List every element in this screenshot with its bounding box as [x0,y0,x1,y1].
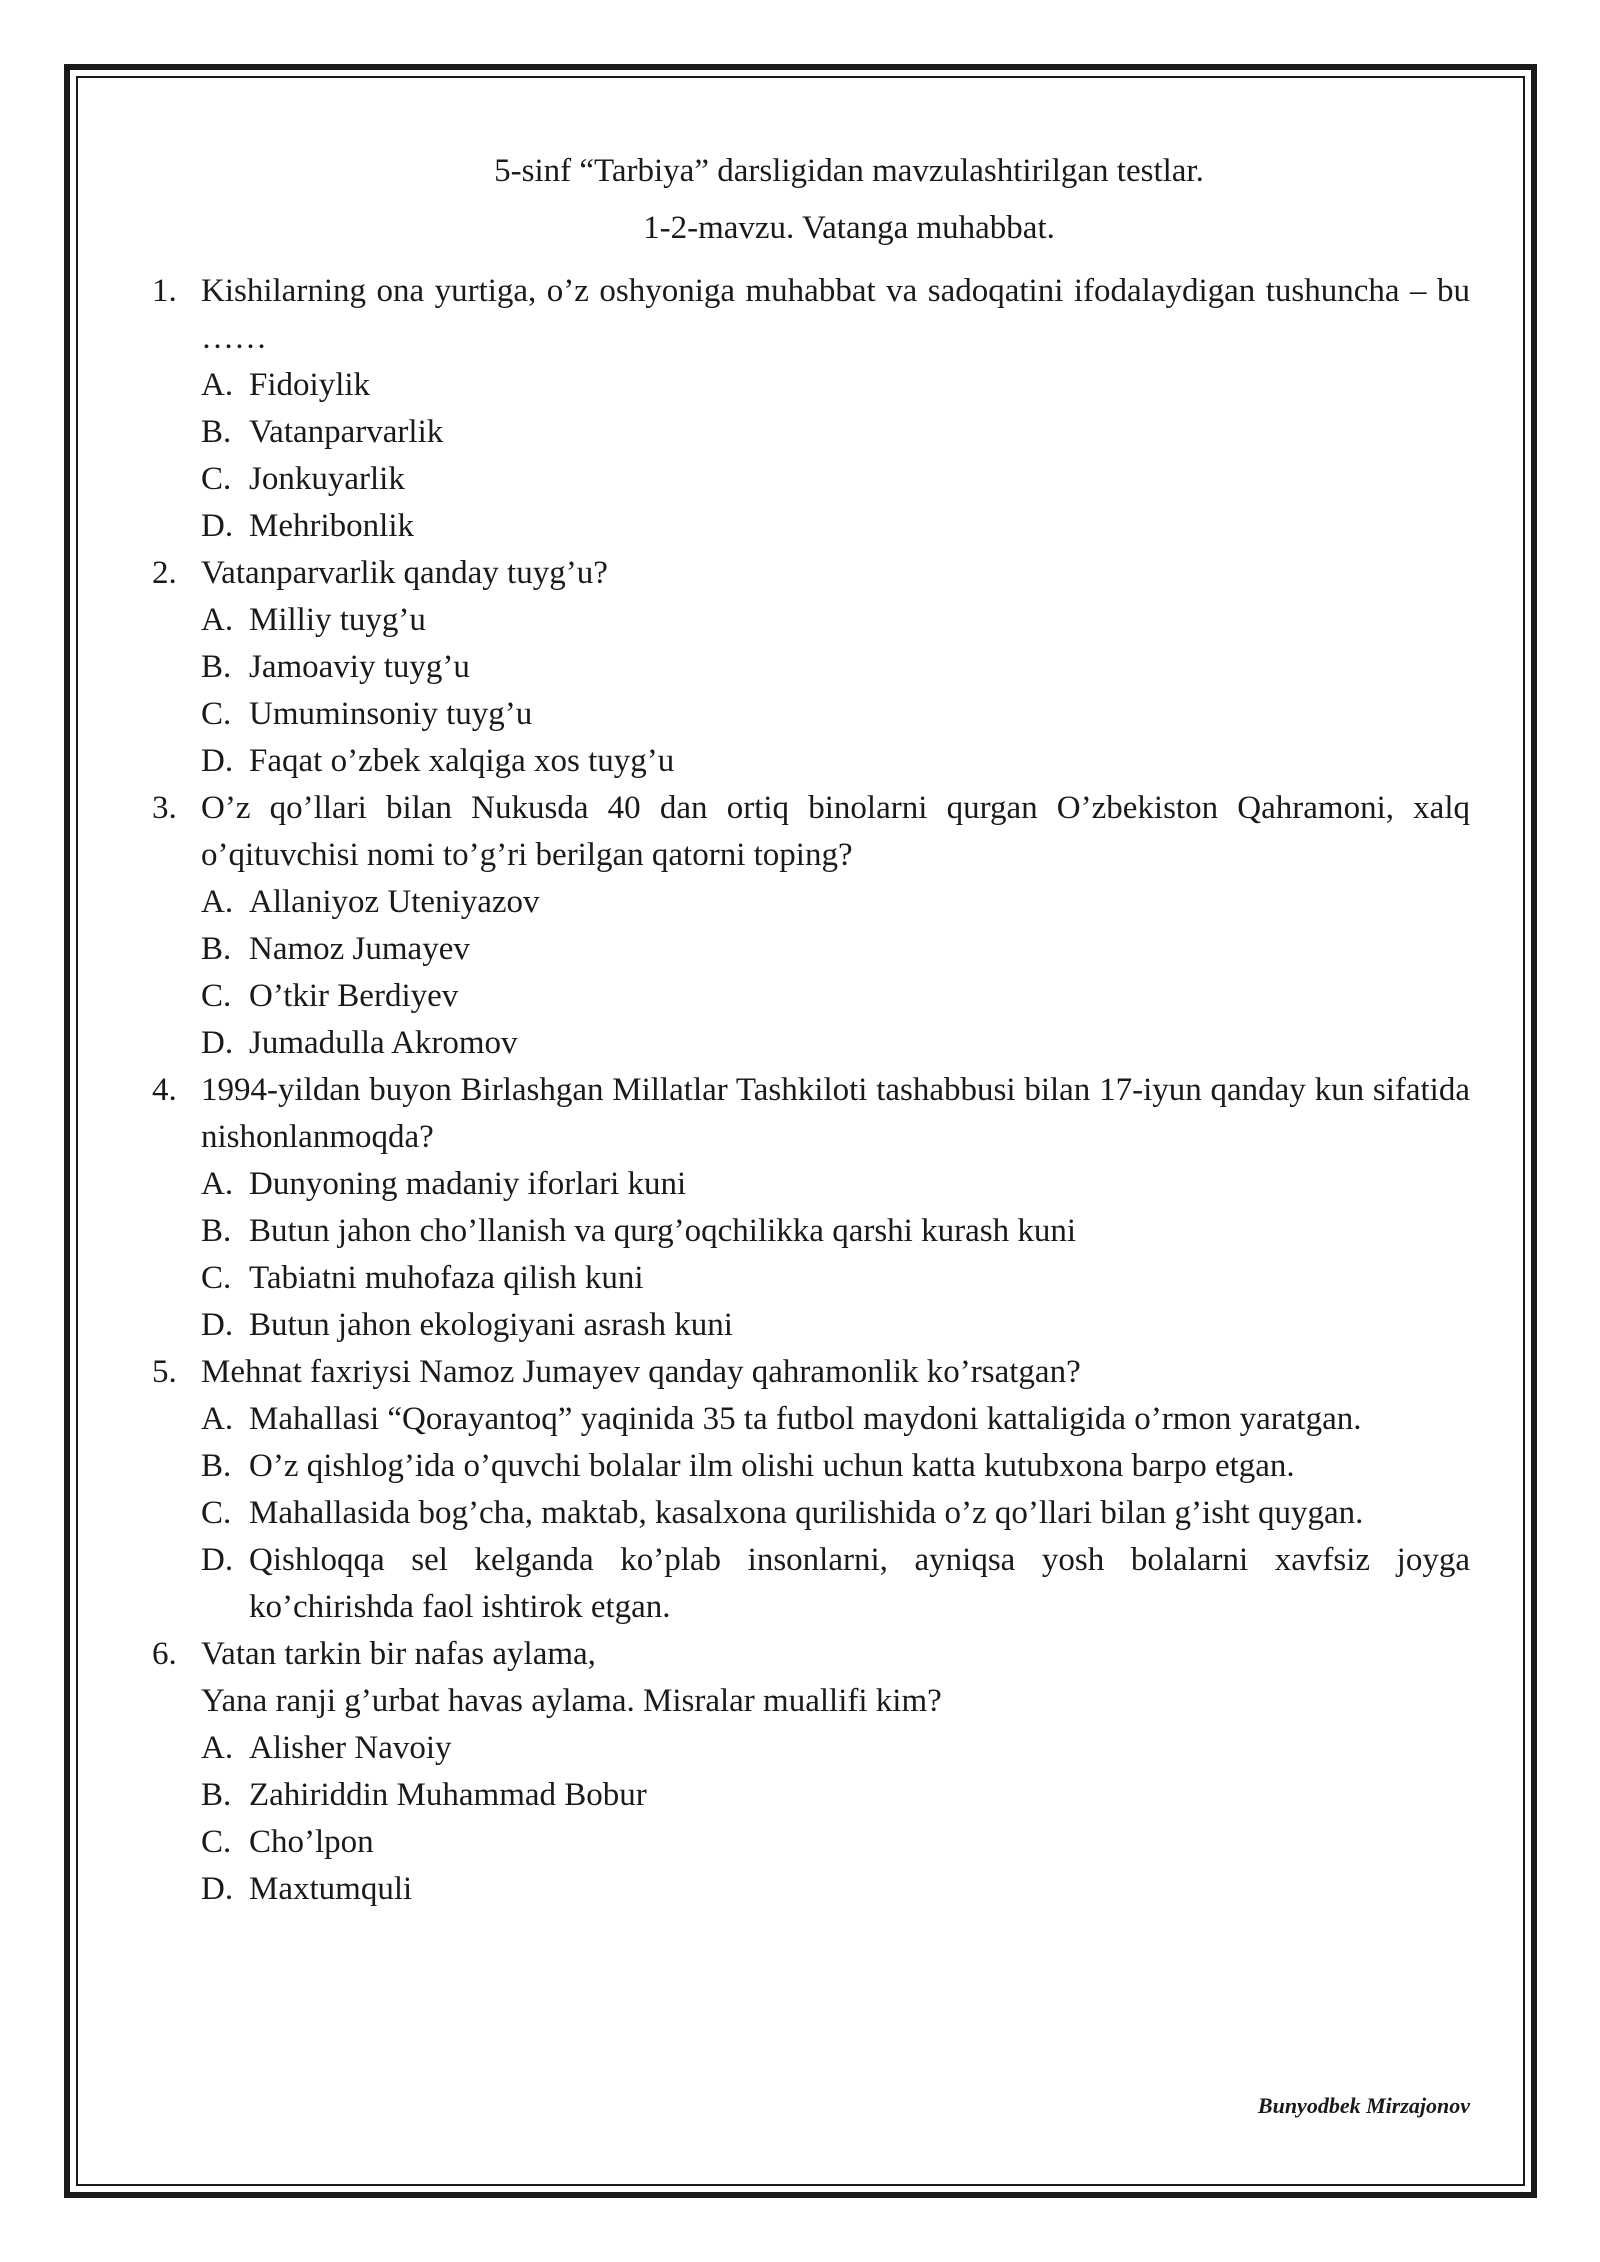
option-text: Jonkuyarlik [249,461,405,497]
option-d[interactable] [201,1302,1470,1349]
option-text: Milliy tuyg’u [249,602,426,638]
option-d[interactable] [201,1537,1470,1631]
option-a[interactable] [201,1725,1470,1772]
option-text: Namoz Jumayev [249,931,470,967]
question-3 [152,785,1470,1067]
option-letter: B. [201,1777,232,1813]
option-b[interactable] [201,1772,1470,1819]
option-letter: B. [201,931,232,967]
question-4 [152,1067,1470,1349]
option-text: Umuminsoniy tuyg’u [249,696,533,732]
option-letter: C. [201,978,232,1014]
option-letter: A. [201,884,234,920]
question-text: Kishilarning ona yurtiga, o’z oshyoniga muhabbat va sadoqatini ifodalaydigan tushuncha – bu …… [201,273,1470,356]
question-6 [152,1631,1470,1913]
option-text: Tabiatni muhofaza qilish kuni [249,1260,644,1296]
option-list [201,879,1470,1067]
option-letter: A. [201,1401,234,1437]
option-b[interactable] [201,1443,1470,1490]
question-text: Mehnat faxriysi Namoz Jumayev qanday qahramonlik ko’rsatgan? [201,1354,1081,1390]
option-letter: C. [201,1495,232,1531]
option-a[interactable] [201,879,1470,926]
option-letter: C. [201,696,232,732]
option-a[interactable] [201,362,1470,409]
option-b[interactable] [201,1208,1470,1255]
option-b[interactable] [201,409,1470,456]
question-number: 5. [152,1354,177,1390]
option-d[interactable] [201,1020,1470,1067]
option-text: Mahallasida bog’cha, maktab, kasalxona qurilishida o’z qo’llari bilan g’isht quygan. [249,1495,1364,1531]
option-text: Allaniyoz Uteniyazov [249,884,540,920]
option-c[interactable] [201,1255,1470,1302]
option-d[interactable] [201,503,1470,550]
option-c[interactable] [201,456,1470,503]
option-text: Butun jahon cho’llanish va qurg’oqchilikka qarshi kurash kuni [249,1213,1076,1249]
option-text: Zahiriddin Muhammad Bobur [249,1777,647,1813]
option-text: O’z qishlog’ida o’quvchi bolalar ilm olishi uchun katta kutubxona barpo etgan. [249,1448,1295,1484]
option-letter: A. [201,1730,234,1766]
option-letter: C. [201,1260,232,1296]
option-b[interactable] [201,644,1470,691]
option-c[interactable] [201,1490,1470,1537]
option-text: Dunyoning madaniy iforlari kuni [249,1166,687,1202]
option-text: Jamoaviy tuyg’u [249,649,470,685]
test-document [152,148,1470,1913]
question-list [152,268,1470,1913]
option-list [201,1396,1470,1631]
option-text: Jumadulla Akromov [249,1025,518,1061]
option-a[interactable] [201,1396,1470,1443]
option-letter: A. [201,602,234,638]
question-number: 2. [152,555,177,591]
option-c[interactable] [201,1819,1470,1866]
option-text: Mehribonlik [249,508,414,544]
option-list [201,597,1470,785]
option-text: Fidoiylik [249,367,371,403]
option-c[interactable] [201,691,1470,738]
option-list [201,362,1470,550]
option-text: Butun jahon ekologiyani asrash kuni [249,1307,733,1343]
option-list [201,1725,1470,1913]
option-letter: B. [201,1213,232,1249]
option-letter: B. [201,649,232,685]
option-text: Vatanparvarlik [249,414,444,450]
question-text: Vatanparvarlik qanday tuyg’u? [201,555,608,591]
option-text: Mahallasi “Qorayantoq” yaqinida 35 ta futbol maydoni kattaligida o’rmon yaratgan. [249,1401,1362,1437]
option-letter: C. [201,461,232,497]
option-text: Maxtumquli [249,1871,413,1907]
option-letter: D. [201,743,234,779]
option-c[interactable] [201,973,1470,1020]
option-letter: D. [201,1871,234,1907]
option-a[interactable] [201,597,1470,644]
option-letter: A. [201,1166,234,1202]
option-letter: D. [201,508,234,544]
option-letter: B. [201,1448,232,1484]
option-text: Alisher Navoiy [249,1730,452,1766]
option-letter: D. [201,1025,234,1061]
poem-line-2: Yana ranji g’urbat havas aylama. Misralar muallifi kim? [201,1683,942,1719]
option-text: Cho’lpon [249,1824,374,1860]
question-number: 4. [152,1072,177,1108]
author-signature: Bunyodbek Mirzajonov [1257,2093,1470,2118]
option-text: O’tkir Berdiyev [249,978,459,1014]
question-2 [152,550,1470,785]
question-text: O’z qo’llari bilan Nukusda 40 dan ortiq binolarni qurgan O’zbekiston Qahramoni, xalq o’qituvchisi nomi to’g’ri berilgan qatorni toping? [201,790,1470,873]
option-list [201,1161,1470,1349]
option-a[interactable] [201,1161,1470,1208]
option-d[interactable] [201,1866,1470,1913]
question-number: 6. [152,1636,177,1672]
option-letter: D. [201,1307,234,1343]
option-text: Qishloqqa sel kelganda ko’plab insonlarni, ayniqsa yosh bolalarni xavfsiz joyga ko’chirishda faol ishtirok etgan. [249,1542,1470,1625]
question-text [201,1631,1470,1725]
poem-line-1: Vatan tarkin bir nafas aylama, [201,1636,596,1672]
option-b[interactable] [201,926,1470,973]
option-letter: D. [201,1542,234,1578]
option-letter: A. [201,367,234,403]
option-text: Faqat o’zbek xalqiga xos tuyg’u [249,743,675,779]
question-number: 3. [152,790,177,826]
document-title: 5-sinf “Tarbiya” darsligidan mavzulashtirilgan testlar. [494,153,1204,189]
question-1 [152,268,1470,550]
option-d[interactable] [201,738,1470,785]
option-letter: B. [201,414,232,450]
question-5 [152,1349,1470,1631]
topic-subtitle: 1-2-mavzu. Vatanga muhabbat. [643,210,1055,246]
question-text: 1994-yildan buyon Birlashgan Millatlar Tashkiloti tashabbusi bilan 17-iyun qanday kun sifatida nishonlanmoqda? [201,1072,1470,1155]
option-letter: C. [201,1824,232,1860]
question-number: 1. [152,273,177,309]
